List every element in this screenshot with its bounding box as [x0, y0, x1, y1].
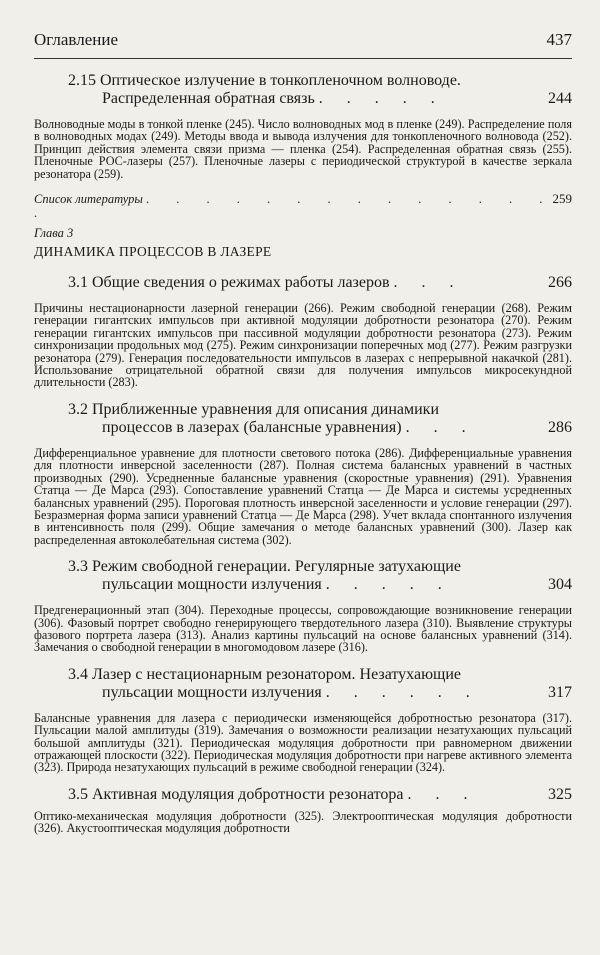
- toc-entry-2-15[interactable]: [34, 72, 572, 108]
- toc-entry-3-2[interactable]: [34, 401, 572, 437]
- section-title-line2: пульсации мощности излучения: [102, 683, 322, 701]
- section-title-line1: Приближенные уравнения для описания динамики: [92, 400, 440, 418]
- section-description: Оптико-механическая модуляция добротности (325). Электрооптическая модуляция добротности (326). Акустооптическая модуляция добротности: [34, 808, 572, 836]
- toc-entry-3-4[interactable]: [34, 666, 572, 702]
- literature-page-number: 259: [552, 191, 572, 207]
- leader-dots: . . .: [405, 418, 476, 436]
- section-title-line2: Распределенная обратная связь: [102, 90, 315, 107]
- section-title-line1: Оптическое излучение в тонкопленочном волноводе.: [100, 72, 461, 89]
- toc-content: [34, 72, 572, 847]
- toc-entry-3-1[interactable]: [34, 274, 572, 292]
- section-description: Волноводные моды в тонкой пленке (245). Число волноводных мод в пленке (249). Распределение поля в волноводных модах (249). Методы ввода и вывода излучения для тонкопленочного волновода (252). Принцип действия элемента связи призма — пленка (254). Распределенная обратная связь (255). Пленочные РОС-лазеры (257). Пленочные лазеры с периодической структурой в качестве зеркала резонатора (259).: [34, 117, 572, 181]
- literature-label: Список литературы: [34, 192, 143, 207]
- section-title-line1: Режим свободной генерации. Регулярные затухающие: [92, 558, 461, 576]
- toc-entry-3-3[interactable]: [34, 558, 572, 594]
- section-title-line1: Лазер с нестационарным резонатором. Незатухающие: [92, 665, 461, 683]
- chapter-label: Глава 3: [34, 226, 74, 241]
- section-number: 3.2: [68, 400, 88, 418]
- running-head: [34, 30, 572, 52]
- section-title: Активная модуляция добротности резонатора: [92, 785, 404, 803]
- section-title: Общие сведения о режимах работы лазеров: [92, 274, 390, 292]
- section-description: Причины нестационарности лазерной генерации (266). Режим свободной генерации (268). Режим генерации гигантских импульсов при активной модуляции добротности резонатора (270). Режим генерации гигантских импульсов при пассивной модуляции добротности резонатора (273). Режим синхронизации продольных мод (275). Режим синхронизации поперечных мод (277). Режим разгрузки резонатора (279). Генерация последовательности импульсов в лазерах с непрерывной накачкой (281). Использование отрицательной обратной связи для получения импульсов микросекундной длительности (283).: [34, 301, 572, 390]
- section-description: Балансные уравнения для лазера с периодически изменяющейся добротностью резонатора (317). Пульсации малой амплитуды (319). Замечания о возможности реализации незатухающих пульсаций большой амплитуды (321). Периодическая модуляция добротности при равномерном движении отражающей плоскости (322). Периодическая модуляция добротности при нагреве активного элемента (323). Природа незатухающих пульсаций в режиме свободной генерации (324).: [34, 710, 572, 775]
- running-head-title: Оглавление: [34, 30, 118, 49]
- leader-dots: . . .: [407, 785, 478, 803]
- section-title-line2: процессов в лазерах (балансные уравнения): [102, 418, 402, 436]
- toc-entry-literature[interactable]: [34, 192, 572, 220]
- section-page-number: 266: [548, 274, 572, 292]
- header-rule: [34, 58, 572, 59]
- chapter-title[interactable]: ДИНАМИКА ПРОЦЕССОВ В ЛАЗЕРЕ: [34, 244, 272, 260]
- section-page-number: 325: [548, 785, 572, 803]
- section-page-number: 286: [548, 418, 572, 436]
- leader-dots: . . . . . .: [325, 683, 480, 701]
- section-description: Дифференциальное уравнение для плотности светового потока (286). Дифференциальные уравнения для плотности инверсной заселенности (287). Полная система балансных уравнений в частных производных (290). Усредненные балансные уравнения (скоростные уравнения) (291). Уравнения Статца — Де Марса (293). Сопоставление уравнений Статца — Де Марса и системы усредненных балансных уравнений (295). Пороговая плотность инверсной заселенности и условие генерации (297). Безразмерная форма записи уравнений Статца — Де Марса (298). Учет вклада спонтанного излучения в интенсивность поля (299). Общие замечания о методе балансных уравнений (300). Лазер как распределенная автоколебательная система (302).: [34, 445, 572, 547]
- leader-dots: . . . . .: [318, 90, 445, 107]
- section-page-number: 304: [548, 576, 572, 594]
- section-number: 3.4: [68, 665, 88, 683]
- toc-entry-3-5[interactable]: [34, 786, 572, 804]
- section-number: 2.15: [68, 72, 96, 89]
- section-number: 3.3: [68, 558, 88, 576]
- section-title-line2: пульсации мощности излучения: [102, 576, 322, 594]
- running-head-page-number: 437: [546, 30, 572, 49]
- leader-dots: . . . . .: [325, 576, 452, 594]
- section-page-number: 317: [548, 683, 572, 701]
- section-number: 3.5: [68, 785, 88, 803]
- leader-dots: . . .: [393, 274, 464, 292]
- section-description: Предгенерационный этап (304). Переходные процессы, сопровождающие возникновение генерации (306). Фазовый портрет свободно генерирующего твердотельного лазера (310). Выявление структуры фазового портрета лазера (313). Анализ картины пульсаций на основе балансных уравнений (314). Замечания о свободной генерации в многомодовом лазере (316).: [34, 603, 572, 655]
- section-page-number: 244: [548, 90, 572, 107]
- section-number: 3.1: [68, 274, 88, 292]
- leader-dots: . . . . . . . . . . . . . . .: [34, 192, 555, 221]
